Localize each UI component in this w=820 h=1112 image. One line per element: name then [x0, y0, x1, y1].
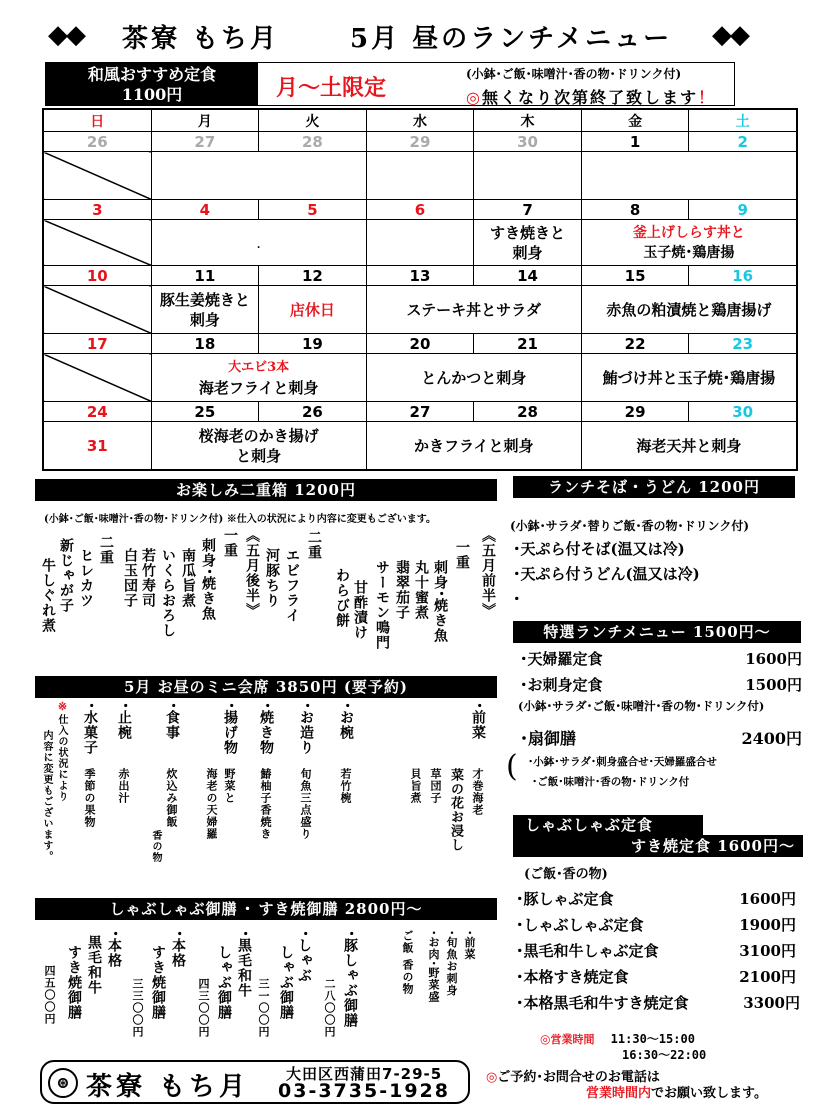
kaiseki-col: ･食事 — [164, 702, 180, 740]
kaiseki-col: ※ — [56, 700, 69, 714]
kaiseki-col: 旬魚三点盛り — [299, 768, 312, 840]
family-crest-icon: ⊛ — [48, 1068, 78, 1098]
diamond-decoration-left: ◆◆ — [48, 20, 84, 50]
date-cell: 16 — [689, 266, 797, 286]
day-mon: 月 — [151, 110, 259, 132]
footer-shop-name: 茶寮 もち月 — [86, 1072, 250, 1102]
day-thu: 木 — [474, 110, 582, 132]
shabu-teishoku-title2: すき焼定食 1600円～ — [513, 835, 803, 857]
soba-title: ランチそば・うどん 1200円 — [513, 476, 795, 498]
footer-phone[interactable]: 03-3735-1928 — [278, 1080, 450, 1102]
nijuu-col: 《五月前半》 — [480, 528, 496, 618]
business-hours-evening: 16:30～22:00 — [622, 1048, 707, 1062]
soba-item: ･天ぷら付そば(温又は冷) — [513, 540, 685, 558]
shabu-col: ･お肉･野菜盛 — [427, 930, 440, 1003]
day-fri: 金 — [581, 110, 689, 132]
date-cell: 14 — [474, 266, 582, 286]
shabu-col: ･本格 — [170, 930, 186, 968]
shabu-teishoku-item: ･黒毛和牛しゃぶ定食 3100円 — [516, 942, 796, 960]
footer-reservation-note2: 営業時間内でお願い致します。 — [586, 1086, 767, 1101]
date-cell: 22 — [581, 334, 689, 354]
menu-cell: 海老天丼と刺身 — [581, 422, 796, 470]
nijuu-col: サーモン鳴門 — [374, 560, 390, 650]
shabu-teishoku-item: ･しゃぶしゃぶ定食 1900円 — [516, 916, 796, 934]
nijuu-title: お楽しみ二重箱 1200円 — [35, 479, 497, 501]
kaiseki-col: 季節の果物 — [83, 768, 96, 828]
kaiseki-col: 内容に変更もございます。 — [41, 730, 52, 862]
shabu-col: ･本格 — [106, 930, 122, 968]
kaiseki-col: ･前菜 — [470, 702, 486, 740]
kaiseki-col: ･水菓子 — [82, 702, 98, 755]
nijuu-col: 甘酢漬け — [352, 580, 368, 640]
kaiseki-col: 若竹椀 — [339, 768, 352, 804]
menu-cell — [474, 152, 582, 200]
week-1-menus — [44, 152, 797, 200]
shabu-col: 黒毛和牛 — [86, 935, 102, 995]
date-cell: 3 — [44, 200, 152, 220]
nijuu-note: (小鉢･ご飯･味噌汁･香の物･ドリンク付) ※仕入の状況により内容に変更もございます。 — [44, 514, 436, 525]
nijuu-col: 刺身･焼き魚 — [200, 538, 216, 621]
nijuu-col: 牛しぐれ煮 — [40, 558, 56, 633]
nijuu-col: 《五月後半》 — [244, 528, 260, 618]
kaiseki-col: 仕入の状況により — [56, 714, 67, 802]
tokusen-item: ･天婦羅定食 1600円 — [520, 650, 802, 668]
wafu-includes: (小鉢･ご飯･味噌汁･香の物･ドリンク付) — [466, 67, 682, 81]
nijuu-col: 一重 — [454, 540, 470, 570]
week-5-dates — [44, 402, 797, 422]
date-cell: 28 — [474, 402, 582, 422]
date-cell: 19 — [259, 334, 367, 354]
menu-cell: かきフライと刺身 — [366, 422, 581, 470]
date-cell: 29 — [581, 402, 689, 422]
shabu-col: 四五〇〇円 — [43, 965, 56, 1025]
footer-shop-box — [40, 1060, 470, 1104]
tokusen-title: 特選ランチメニュー 1500円～ — [513, 621, 801, 643]
week-1-dates — [44, 132, 797, 152]
shabu-title: しゃぶしゃぶ御膳 ･ すき焼御膳 2800円～ — [35, 898, 497, 920]
tokusen-item: ･お刺身定食 1500円 — [520, 676, 802, 694]
nijuu-col: 新じゃが子 — [58, 538, 74, 613]
ougi-detail: ･ご飯･味噌汁･香の物･ドリンク付 — [532, 776, 690, 788]
shabu-col: すき焼御膳 — [66, 945, 82, 1020]
shabu-teishoku-item: ･本格すき焼定食 2100円 — [516, 968, 796, 986]
soba-item: ･ — [513, 590, 521, 608]
nijuu-col: 南瓜旨煮 — [180, 548, 196, 608]
date-cell: 4 — [151, 200, 259, 220]
nijuu-col: 二重 — [98, 535, 114, 565]
date-cell: 5 — [259, 200, 367, 220]
menu-cell: 豚生姜焼きと 刺身 — [151, 286, 259, 334]
date-cell: 30 — [689, 402, 797, 422]
kaiseki-col: ･お造り — [298, 702, 314, 755]
date-cell: 1 — [581, 132, 689, 152]
shabu-teishoku-title — [513, 815, 803, 859]
wafu-label-block — [46, 63, 258, 105]
closed-diagonal — [44, 220, 152, 266]
kaiseki-col: 野菜と — [223, 768, 236, 804]
day-wed: 水 — [366, 110, 474, 132]
kaiseki-title: 5月 お昼のミニ会席 3850円 (要予約) — [35, 676, 497, 698]
day-sun: 日 — [44, 110, 152, 132]
date-cell: 21 — [474, 334, 582, 354]
menu-cell: 大エビ3本 海老フライと刺身 — [151, 354, 366, 402]
diamond-decoration-right: ◆◆ — [712, 20, 748, 50]
soba-note: (小鉢･サラダ･替りご飯･香の物･ドリンク付) — [510, 519, 749, 533]
wafu-ending-note: ◎無くなり次第終了致します！ — [466, 88, 716, 107]
date-cell: 28 — [259, 132, 367, 152]
menu-cell: すき焼きと刺身 — [474, 220, 582, 266]
date-cell: 26 — [44, 132, 152, 152]
wafu-label: 和風おすすめ定食 — [87, 65, 217, 84]
date-cell: 6 — [366, 200, 474, 220]
menu-cell: 釜上げしらす丼と 玉子焼･鶏唐揚 — [581, 220, 796, 266]
nijuu-col: 丸十蜜煮 — [413, 560, 429, 620]
nijuu-col: ヒレカツ — [78, 548, 94, 608]
date-cell: 24 — [44, 402, 152, 422]
kaiseki-col: ･揚げ物 — [222, 702, 238, 755]
kaiseki-col: 赤出汁 — [117, 768, 130, 804]
shabu-teishoku-item: ･本格黒毛和牛すき焼定食 3300円 — [516, 994, 800, 1012]
ougi-detail: ･小鉢･サラダ･刺身盛合せ･天婦羅盛合せ — [528, 756, 717, 768]
kaiseki-col: 炊込み御飯 — [165, 768, 178, 828]
shabu-col: ご飯 香の物 — [401, 930, 414, 995]
closed-day-label: 店休日 — [259, 286, 367, 334]
date-cell: 18 — [151, 334, 259, 354]
menu-cell: . — [151, 220, 366, 266]
nijuu-col: 刺身･焼き魚 — [432, 560, 448, 643]
shabu-teishoku-title1: しゃぶしゃぶ定食 — [513, 815, 703, 835]
shabu-col: しゃぶ御膳 — [216, 945, 232, 1020]
kaiseki-col: ･焼き物 — [258, 702, 274, 755]
ougi-gozen: ･扇御膳 2400円 — [520, 729, 802, 748]
kaiseki-col: ･止椀 — [116, 702, 132, 740]
week-3-menus — [44, 286, 797, 334]
kaiseki-col: 香の物 — [150, 830, 161, 863]
date-cell: 23 — [689, 334, 797, 354]
date-cell: 2 — [689, 132, 797, 152]
week-4-dates — [44, 334, 797, 354]
shabu-col: ･旬魚お刺身 — [445, 930, 458, 997]
nijuu-col: 二重 — [306, 530, 322, 560]
closed-diagonal — [44, 152, 152, 200]
week-6-menus — [44, 422, 797, 470]
business-hours: ◎営業時間 11:30～15:00 — [540, 1032, 695, 1046]
kaiseki-col: 才巻海老 — [471, 768, 484, 816]
shabu-col: ･黒毛和牛 — [236, 930, 252, 998]
week-3-dates — [44, 266, 797, 286]
date-cell: 10 — [44, 266, 152, 286]
shabu-col: 三一〇〇円 — [257, 978, 270, 1038]
footer-address: 大田区西蒲田7-29-5 — [286, 1065, 443, 1083]
menu-cell: ステーキ丼とサラダ — [366, 286, 581, 334]
week-2-menus — [44, 220, 797, 266]
menu-cell — [581, 152, 796, 200]
kaiseki-col: 菜の花お浸し — [448, 768, 463, 852]
week-4-menus — [44, 354, 797, 402]
menu-cell: 赤魚の粕漬焼と鶏唐揚げ — [581, 286, 796, 334]
nijuu-col: エビフライ — [284, 548, 300, 623]
date-cell: 7 — [474, 200, 582, 220]
kaiseki-col: 貝旨煮 — [409, 768, 422, 804]
wafu-price: 1100円 — [121, 85, 183, 104]
date-cell: 17 — [44, 334, 152, 354]
menu-cell: とんかつと刺身 — [366, 354, 581, 402]
nijuu-col: 翡翠茄子 — [394, 560, 410, 620]
nijuu-col: 河豚ちり — [264, 548, 280, 608]
soba-item: ･天ぷら付うどん(温又は冷) — [513, 565, 700, 583]
shabu-col: 三三〇〇円 — [131, 978, 144, 1038]
tokusen-note: (小鉢･サラダ･ご飯･味噌汁･香の物･ドリンク付) — [518, 699, 765, 713]
footer-reservation-note: ◎ご予約･お問合せのお電話は — [486, 1070, 660, 1085]
shabu-col: すき焼御膳 — [150, 945, 166, 1020]
menu-cell — [366, 220, 474, 266]
date-cell: 20 — [366, 334, 474, 354]
lunch-calendar — [42, 108, 798, 471]
date-cell: 25 — [151, 402, 259, 422]
date-cell: 15 — [581, 266, 689, 286]
calendar-day-header — [44, 110, 797, 132]
day-sat: 土 — [689, 110, 797, 132]
menu-cell: 桜海老のかき揚げ と刺身 — [151, 422, 366, 470]
closed-diagonal — [44, 286, 152, 334]
date-cell: 26 — [259, 402, 367, 422]
menu-cell — [151, 152, 366, 200]
nijuu-col: 白玉団子 — [122, 548, 138, 608]
date-cell: 9 — [689, 200, 797, 220]
date-cell: 11 — [151, 266, 259, 286]
nijuu-col: 若竹寿司 — [140, 548, 156, 608]
shabu-teishoku-note: (ご飯･香の物) — [524, 867, 608, 882]
kaiseki-col: 鰆柚子香焼き — [259, 768, 272, 840]
menu-cell — [366, 152, 474, 200]
date-cell: 27 — [366, 402, 474, 422]
kaiseki-col: 草団子 — [429, 768, 442, 804]
shabu-teishoku-item: ･豚しゃぶ定食 1600円 — [516, 890, 796, 908]
date-cell: 13 — [366, 266, 474, 286]
date-cell: 31 — [44, 422, 152, 470]
day-tue: 火 — [259, 110, 367, 132]
shabu-col: ･前菜 — [463, 930, 476, 961]
date-cell: 12 — [259, 266, 367, 286]
bracket-open: ( — [506, 749, 518, 784]
shabu-col: ･豚しゃぶ御膳 — [342, 930, 358, 1028]
page-header — [0, 8, 820, 56]
shabu-col: 二八〇〇円 — [323, 978, 336, 1038]
week-2-dates — [44, 200, 797, 220]
date-cell: 29 — [366, 132, 474, 152]
nijuu-col: 一重 — [222, 528, 238, 558]
nijuu-col: わらび餅 — [334, 568, 350, 628]
shabu-col: 四三〇〇円 — [197, 978, 210, 1038]
limited-label: 月～土限定 — [276, 75, 387, 101]
shabu-col: ･しゃぶ — [296, 930, 312, 983]
date-cell: 8 — [581, 200, 689, 220]
shabu-col: しゃぶ御膳 — [278, 945, 294, 1020]
date-cell: 27 — [151, 132, 259, 152]
closed-diagonal — [44, 354, 152, 402]
wafu-teishoku-banner — [45, 62, 735, 106]
kaiseki-col: ･お椀 — [338, 702, 354, 740]
date-cell: 30 — [474, 132, 582, 152]
kaiseki-col: 海老の天婦羅 — [205, 768, 218, 840]
menu-cell: 鮪づけ丼と玉子焼･鶏唐揚 — [581, 354, 796, 402]
page-title: 5月 昼のランチメニュー — [350, 24, 673, 54]
shop-name: 茶寮 もち月 — [122, 24, 280, 54]
nijuu-col: いくらおろし — [160, 548, 176, 638]
